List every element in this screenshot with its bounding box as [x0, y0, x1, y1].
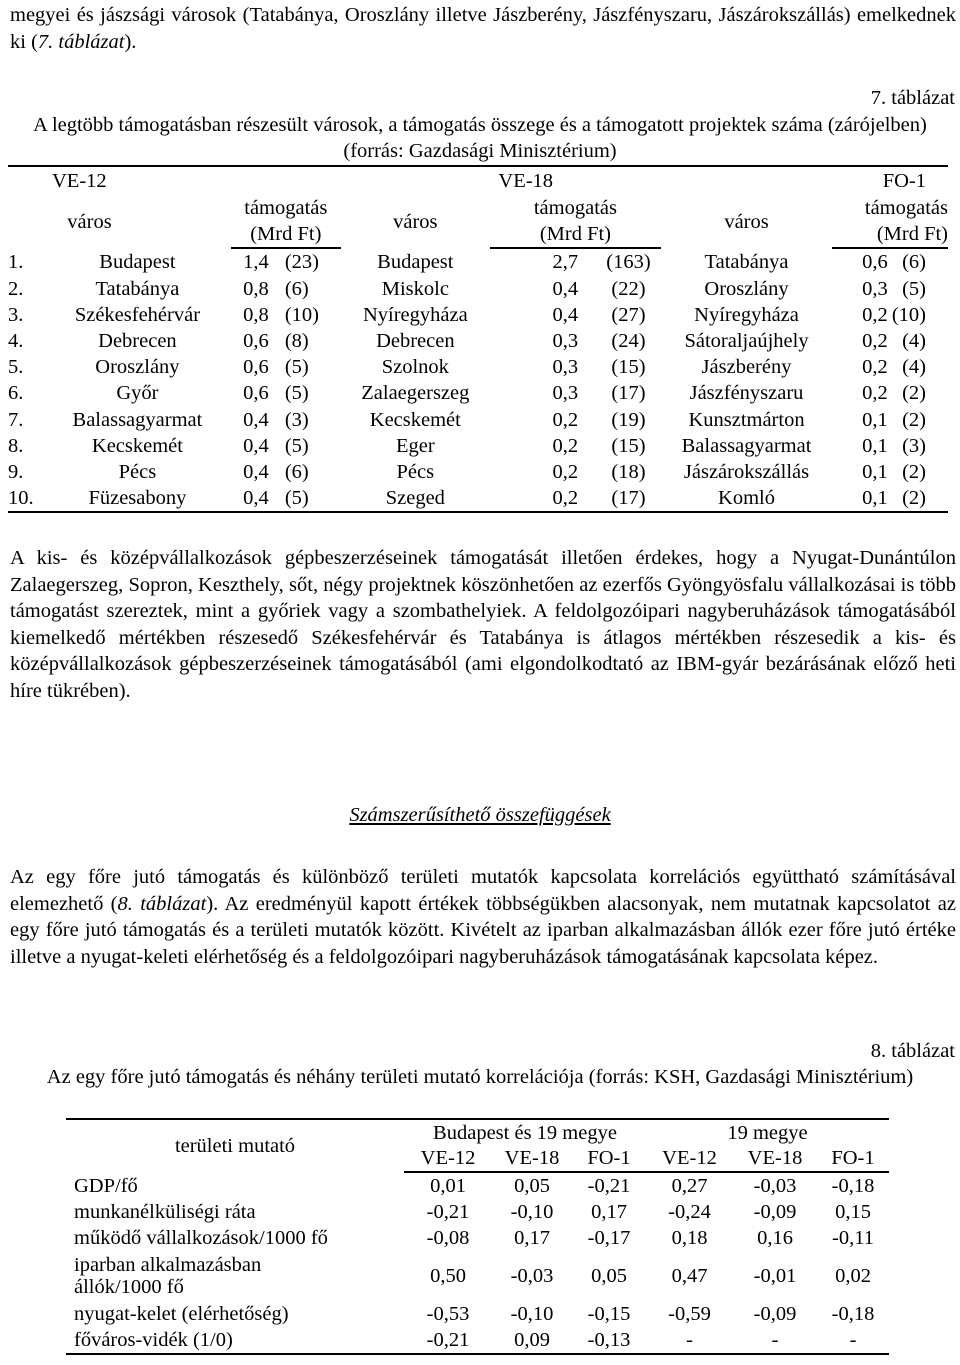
cell-count: (2): [902, 382, 926, 405]
cell-value: 0,05: [514, 1175, 550, 1197]
cell-city: Jászárokszállás: [683, 460, 810, 483]
cell-count: (5): [284, 382, 309, 405]
cell-amount: 0,4: [552, 303, 579, 326]
cell-indicator: munkanélküliségi ráta: [74, 1201, 256, 1223]
cell-amount: 0,2: [862, 356, 888, 379]
cell-count: (2): [902, 408, 926, 431]
col-support-3: támogatás: [864, 197, 948, 220]
cell-city: Oroszlány: [704, 277, 789, 300]
cell-value: -: [733, 1327, 817, 1354]
table-row: [8, 485, 948, 512]
cell-indicator: nyugat-kelet (elérhetőség): [74, 1303, 289, 1325]
cell-rank: 1.: [8, 250, 24, 273]
cell-amount: 0,2: [552, 460, 579, 483]
table-row: [66, 1301, 889, 1327]
cell-city: Pécs: [396, 460, 435, 483]
cell-city: Jászfényszaru: [689, 382, 804, 405]
cell-amount: 0,2: [862, 330, 888, 353]
cell-count: (18): [611, 460, 646, 483]
cell-amount: 0,1: [862, 408, 888, 431]
table-reference: 8. táblázat: [117, 892, 207, 915]
cell-value: -0,03: [510, 1265, 554, 1287]
cell-value: -0,53: [426, 1303, 470, 1325]
cell-count: (23): [284, 251, 319, 274]
cell-rank: 2.: [8, 277, 24, 300]
cell-count: (17): [596, 485, 661, 512]
cell-rank: 9.: [8, 460, 24, 483]
cell-indicator: működő vállalkozások/1000 fő: [74, 1227, 328, 1249]
col-support-2: támogatás: [533, 197, 617, 220]
cell-count: (15): [611, 434, 646, 457]
group-header-19: 19 megye: [646, 1119, 889, 1145]
cell-amount: 0,1: [862, 460, 888, 483]
cell-count: (6): [902, 251, 926, 274]
cell-value: -0,18: [831, 1175, 875, 1197]
cell-amount: 0,6: [243, 330, 269, 353]
cell-count: (19): [611, 408, 646, 431]
cell-amount: 0,3: [552, 356, 579, 379]
cell-count: (4): [902, 330, 926, 353]
col-support-unit-1: (Mrd Ft): [231, 221, 341, 248]
subcol-header: VE-12: [646, 1145, 733, 1172]
table7-number: 7. táblázat: [870, 87, 955, 109]
cell-value: -0,01: [753, 1265, 797, 1287]
cell-city: Sátoraljaújhely: [684, 330, 809, 353]
group-header-ve12: VE-12: [8, 166, 341, 195]
cell-amount: 0,3: [552, 330, 579, 353]
cell-value: 0,02: [835, 1265, 871, 1287]
cell-count: (3): [902, 434, 926, 457]
cell-city: Nyíregyháza: [362, 303, 468, 326]
cell-count: (6): [284, 277, 309, 300]
cell-city: Eger: [395, 434, 435, 457]
table-row: [66, 1172, 889, 1199]
cell-amount: 0,2: [862, 382, 888, 405]
cell-amount: 0,4: [231, 485, 281, 512]
cell-value: 0,47: [671, 1265, 708, 1287]
table7: [8, 165, 948, 513]
table-row: [66, 1327, 889, 1354]
cell-value: -0,03: [753, 1175, 797, 1197]
cell-city: Pécs: [118, 460, 157, 483]
intro-paragraph: [10, 2, 956, 55]
cell-value: -0,09: [753, 1303, 797, 1325]
col-support-unit-2: (Mrd Ft): [490, 221, 661, 248]
cell-indicator: GDP/fő: [74, 1174, 138, 1197]
table-row: [8, 459, 948, 485]
cell-city: Jászberény: [701, 356, 792, 379]
cell-count: (5): [902, 277, 926, 300]
table-row: [8, 302, 948, 328]
cell-value: -0,17: [587, 1227, 631, 1249]
col-city-1: város: [67, 210, 112, 233]
table8: [66, 1118, 889, 1355]
subcol-header: FO-1: [572, 1145, 646, 1172]
cell-count: (3): [284, 408, 309, 431]
table-row: [66, 1199, 889, 1225]
cell-value: -0,13: [572, 1327, 646, 1354]
table-row: [66, 1251, 889, 1301]
cell-city: Miskolc: [381, 277, 449, 300]
para3-text-end: ). Az eredményül kapott értékek többségükben alacsonyak, nem mutatnak kapcsolatot az egy főre jutó támogatás és a területi mutatók között. Kivételt az iparban alkalmazásban állók ezer főre jutó értéke illetve a nyugat-keleti elérhetőség és a feldolgozóipari nagyberuházások támogatásának kapcsolata képez.: [10, 892, 956, 968]
col-city-2: város: [393, 210, 438, 233]
cell-city: Kunsztmárton: [688, 408, 805, 431]
cell-rank: 10.: [8, 485, 44, 512]
cell-city: Budapest: [99, 250, 176, 273]
intro-text: megyei és jászsági városok (Tatabánya, Oroszlány illetve Jászberény, Jászfényszaru, Jászárokszállás) emelkednek ki (: [10, 4, 956, 53]
cell-value: 0,17: [514, 1227, 550, 1249]
cell-value: -0,09: [753, 1201, 797, 1223]
cell-city: Balassagyarmat: [72, 408, 203, 431]
cell-value: 0,09: [492, 1327, 572, 1354]
para3-text: Az egy főre jutó támogatás és különböző területi mutatók kapcsolata korrelációs együttható számításával elemezhető (: [10, 866, 956, 915]
col-support-1: támogatás: [244, 197, 328, 220]
cell-amount: 0,4: [243, 408, 269, 431]
cell-count: (5): [284, 356, 309, 379]
cell-city: Székesfehérvár: [74, 303, 201, 326]
cell-city: Budapest: [377, 250, 454, 273]
cell-count: (24): [611, 330, 646, 353]
table7-caption: A legtöbb támogatásban részesült városok, a támogatás összege és a támogatott projektek száma (zárójelben) (forrás: Gazdasági Minisztérium): [33, 114, 927, 162]
cell-city: Nyíregyháza: [694, 303, 799, 326]
cell-amount: 0,8: [243, 303, 269, 326]
cell-count: (163): [606, 251, 651, 274]
table-row: [8, 407, 948, 433]
cell-amount: 0,2: [490, 485, 596, 512]
subcol-header: VE-12: [404, 1145, 492, 1172]
cell-value: -0,08: [426, 1227, 470, 1249]
table-reference: 7. táblázat: [37, 30, 125, 53]
col-indicator: területi mutató: [66, 1119, 404, 1172]
cell-value: -0,59: [668, 1303, 711, 1325]
table8-number: 8. táblázat: [870, 1040, 955, 1062]
cell-value: 0,18: [671, 1227, 708, 1249]
subcol-header: VE-18: [492, 1145, 572, 1172]
cell-count: (10): [891, 303, 926, 326]
cell-amount: 0,4: [552, 277, 579, 300]
intro-text-end: ).: [124, 30, 137, 53]
cell-count: (27): [611, 303, 646, 326]
cell-rank: 7.: [8, 408, 24, 431]
cell-count: (2): [892, 485, 948, 512]
table8-caption: Az egy főre jutó támogatás és néhány területi mutató korrelációja (forrás: KSH, Gazdasági Minisztérium): [46, 1066, 914, 1088]
col-support-unit-3: (Mrd Ft): [832, 221, 948, 248]
cell-amount: 0,4: [243, 460, 269, 483]
cell-count: (10): [284, 303, 319, 326]
cell-count: (8): [284, 330, 309, 353]
cell-count: (15): [611, 356, 646, 379]
cell-value: 0,05: [591, 1265, 627, 1287]
cell-value: 0,16: [757, 1227, 793, 1249]
cell-value: 0,01: [430, 1175, 466, 1197]
cell-amount: 0,6: [243, 356, 269, 379]
cell-value: -0,10: [510, 1201, 554, 1223]
cell-value: 0,17: [591, 1201, 627, 1223]
cell-rank: 6.: [8, 382, 24, 405]
cell-value: 0,50: [430, 1265, 466, 1287]
cell-count: (6): [284, 460, 309, 483]
cell-city: Oroszlány: [95, 356, 180, 379]
cell-value: -: [646, 1327, 733, 1354]
cell-amount: 0,3: [862, 277, 888, 300]
cell-value: -0,21: [587, 1175, 631, 1197]
cell-count: (5): [281, 485, 341, 512]
cell-city: Kecskemét: [91, 434, 183, 457]
paragraph-2: A kis- és középvállalkozások gépbeszerzéseinek támogatását illetően érdekes, hogy a Nyugat-Dunántúlon Zalaegerszeg, Sopron, Keszthely, sőt, négy projektnek köszönhetően az ezerfős Gyöngyösfalu vállalkozásai is több támogatást szereztek, mint a győriek vagy a szombathelyiek. A feldolgozóipari nagyberuházások támogatásából kiemelkedő mértékben részesedő Székesfehérvár és Tatabánya is átlagos mértékben részesedik a kis- és középvállalkozások gépbeszerzéseinek támogatásából (ami elgondolkodtató az IBM-gyár bezárásának előző heti híre tükrében).: [10, 547, 956, 702]
col-city-3: város: [724, 210, 769, 233]
cell-count: (5): [284, 434, 309, 457]
table-row: [8, 328, 948, 354]
cell-value: -0,15: [587, 1303, 631, 1325]
cell-rank: 4.: [8, 330, 24, 353]
table-row: [8, 433, 948, 459]
cell-value: -0,24: [668, 1201, 711, 1223]
cell-count: (22): [611, 277, 646, 300]
cell-value: -: [817, 1327, 889, 1354]
table-row: [8, 354, 948, 380]
table-row: [8, 248, 948, 275]
subcol-header: FO-1: [817, 1145, 889, 1172]
group-header-fo1: FO-1: [661, 166, 948, 195]
cell-amount: 0,8: [243, 277, 269, 300]
cell-city: Balassagyarmat: [681, 434, 812, 457]
cell-amount: 0,3: [552, 382, 579, 405]
cell-city: Kecskemét: [369, 408, 461, 431]
cell-value: 0,15: [835, 1201, 871, 1223]
cell-amount: 2,7: [552, 251, 579, 274]
cell-amount: 0,1: [832, 485, 892, 512]
cell-city: Tatabánya: [95, 277, 180, 300]
group-header-ve18: VE-18: [341, 166, 661, 195]
cell-count: (17): [611, 382, 646, 405]
cell-amount: 0,2: [552, 408, 579, 431]
cell-value: -0,10: [510, 1303, 554, 1325]
cell-city: Tatabánya: [704, 250, 789, 273]
cell-city: Szolnok: [381, 356, 449, 379]
cell-count: (4): [902, 356, 926, 379]
paragraph-3: [10, 864, 956, 970]
cell-amount: 1,4: [243, 251, 269, 274]
cell-value: -0,21: [404, 1327, 492, 1354]
cell-city: Komló: [661, 485, 832, 512]
cell-amount: 0,1: [862, 434, 888, 457]
cell-city: Füzesabony: [44, 485, 231, 512]
group-header-all: Budapest és 19 megye: [404, 1119, 646, 1145]
cell-amount: 0,6: [862, 251, 888, 274]
subcol-header: VE-18: [733, 1145, 817, 1172]
cell-amount: 0,2: [552, 434, 579, 457]
cell-rank: 8.: [8, 434, 24, 457]
cell-city: Szeged: [341, 485, 490, 512]
cell-indicator: iparban alkalmazásban állók/1000 fő: [74, 1254, 262, 1298]
cell-rank: 5.: [8, 356, 24, 379]
cell-amount: 0,2: [862, 303, 888, 326]
table-row: [8, 276, 948, 302]
table-row: [66, 1225, 889, 1251]
cell-rank: 3.: [8, 303, 24, 326]
cell-city: Debrecen: [376, 330, 455, 353]
cell-value: -0,11: [832, 1227, 874, 1249]
cell-city: Zalaegerszeg: [361, 382, 470, 405]
cell-count: (2): [902, 460, 926, 483]
cell-value: 0,27: [671, 1175, 708, 1197]
cell-amount: 0,6: [243, 382, 269, 405]
table-row: [8, 380, 948, 406]
cell-value: -0,21: [426, 1201, 470, 1223]
cell-amount: 0,4: [243, 434, 269, 457]
cell-city: Győr: [116, 382, 159, 405]
section-title: Számszerűsíthető összefüggések: [349, 804, 611, 826]
cell-indicator: főváros-vidék (1/0): [66, 1327, 404, 1354]
cell-value: -0,18: [831, 1303, 875, 1325]
cell-city: Debrecen: [98, 330, 177, 353]
